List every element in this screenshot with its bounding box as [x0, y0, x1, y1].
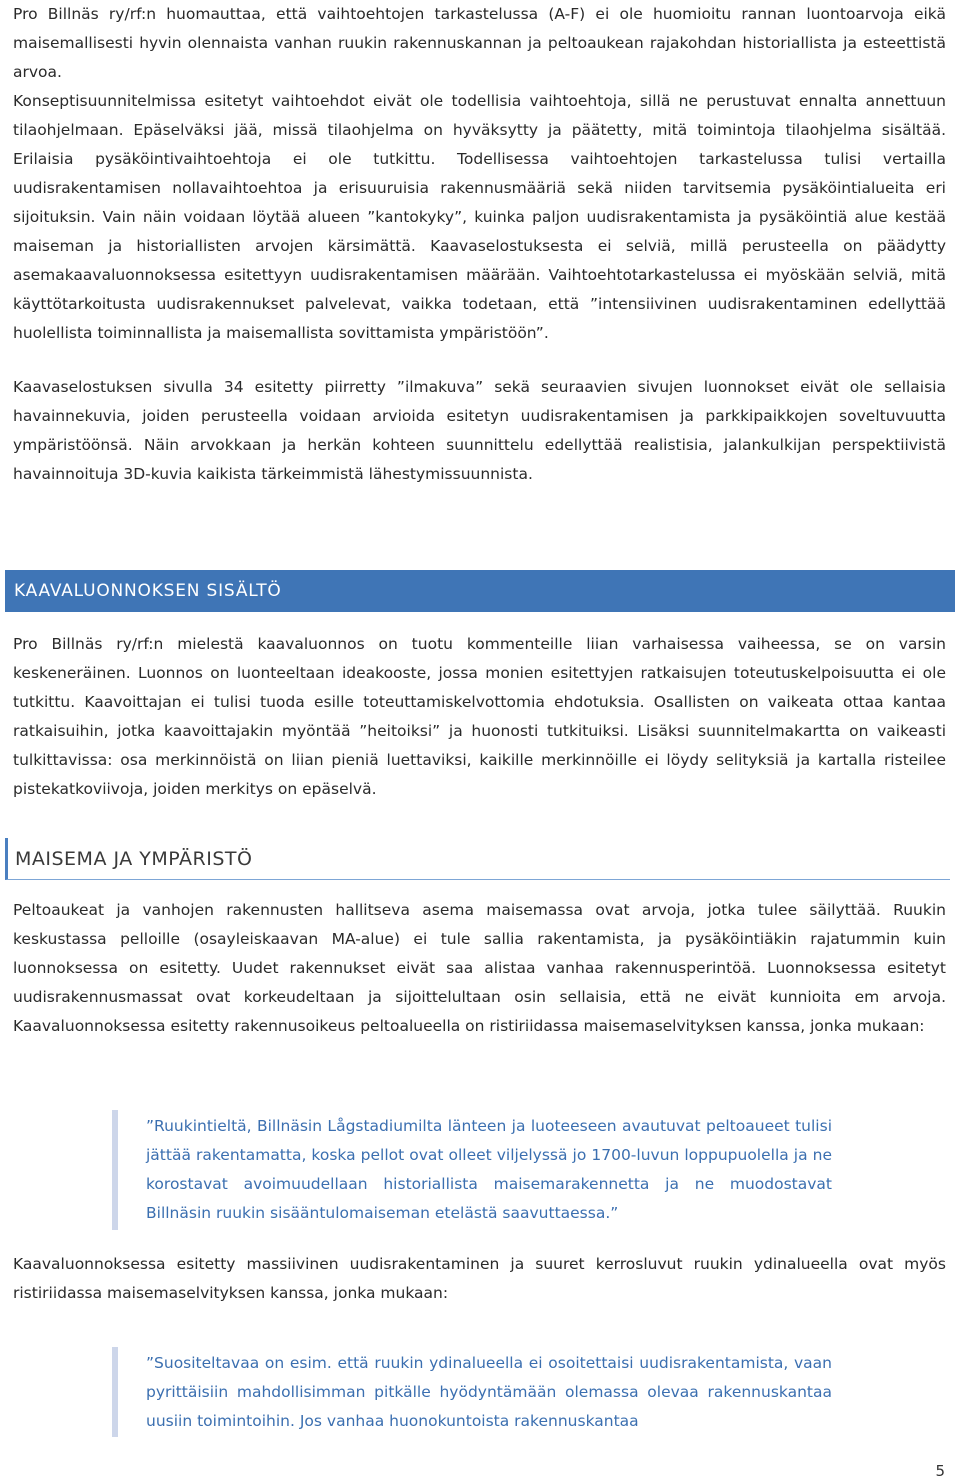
blockquote-fields: ”Ruukintieltä, Billnäsin Lågstadiumilta länteen ja luoteeseen avautuvat peltoaueet tulisi jättää rakentamatta, koska pellot ovat olleet viljelyssä jo 1700-luvun loppupuolella ja ne korostavat avoimuudellaan historiallista maisemarakennetta ja ne muodostavat Billnäsin ruukin sisääntulomaiseman etelästä saavuttaessa.” [112, 1110, 832, 1230]
paragraph-concept-plans: Konseptisuunnitelmissa esitetyt vaihtoehdot eivät ole todellisia vaihtoehtoja, sillä ne perustuvat ennalta annettuun tilaohjelmaan. Epäselväksi jää, missä tilaohjelma on hyväksytty ja päätetty, mitä toimintoja tilaohjelma sisältää. Erilaisia pysäköintivaihtoehtoja ei ole tutkittu. Todellisessa vaihtoehtojen tarkastelussa tulisi vertailla uudisrakentamisen nollavaihtoehtoa ja erisuuruisia rakennusmääriä sekä niiden tarvitsemia pysäköintialueita eri sijoituksin. Vain näin voidaan löytää alueen ”kantokyky”, kuinka paljon uudisrakentamista ja pysäköintiä alue kestää maiseman ja historiallisten arvojen kärsimättä. Kaavaselostuksesta ei selviä, millä perusteella on päädytty asemakaavaluonnoksessa esitettyyn uudisrakentamisen määrään. Vaihtoehtotarkastelussa ei myöskään selviä, mitä käyttötarkoitusta uudisrakennukset palvelevat, vaikka todetaan, että ”intensiivinen uudisrakentaminen edellyttää huolellista toiminnallista ja maisemallista sovittamista ympäristöön”. [13, 92, 946, 342]
blockquote-core-area: ”Suositeltavaa on esim. että ruukin ydinalueella ei osoitettaisi uudisrakentamista, vaan pyrittäisiin mahdollisimman pitkälle hyödyntämään olemassa olevaa rakennuskantaa uusiin toimintoihin. Jos vanhaa huonokuntoista rakennuskantaa [112, 1347, 832, 1437]
page-number: 5 [935, 1462, 945, 1480]
section-heading-plan-content: KAAVALUONNOKSEN SISÄLTÖ [5, 570, 955, 612]
section-heading-landscape: MAISEMA JA YMPÄRISTÖ [5, 838, 950, 880]
paragraph-riverbank-values: Pro Billnäs ry/rf:n huomauttaa, että vaihtoehtojen tarkastelussa (A-F) ei ole huomioitu rannan luontoarvoja eikä maisemallisesti hyvin olennaista vanhan ruukin rakennuskannan ja peltoaukean rajakohdan historiallista ja esteettistä arvoa. [13, 5, 946, 81]
paragraph-landscape: Peltoaukeat ja vanhojen rakennusten hallitseva asema maisemassa ovat arvoja, jotka tulee säilyttää. Ruukin keskustassa pelloille (osayleiskaavan MA-alue) ei tule sallia rakentamista, ja pysäköintiäkin rajatummin kuin luonnoksessa on esitetty. Uudet rakennukset eivät saa alistaa vanhaa rakennusperintöä. Luonnoksessa esitetyt uudisrakennusmassat ovat korkeudeltaan ja sijoittelultaan osin sellaisia, että ne eivät kunnioita em arvoja. Kaavaluonnoksessa esitetty rakennusoikeus peltoalueella on ristiriidassa maisemaselvityksen kanssa, jonka mukaan: [13, 901, 946, 1035]
paragraph-plan-content: Pro Billnäs ry/rf:n mielestä kaavaluonnos on tuotu kommenteille liian varhaisessa vaiheessa, se on varsin keskeneräinen. Luonnos on luonteeltaan ideakooste, jossa monien esitettyjen ratkaisujen toteutuskelpoisuutta ei ole tutkittu. Kaavoittajan ei tulisi tuoda esille toteuttamiskelvottomia ehdotuksia. Osallisten on vaikeata ottaa kantaa ratkaisuihin, jotka kaavoittajakin myöntää ”heitoiksi” ja huonosti tutkituiksi. Lisäksi suunnitelmakartta on vaikeasti tulkittavissa: osa merkinnöistä on liian pieniä luettaviksi, kaikille merkinnöille ei löydy selityksiä ja kartalla risteilee pistekatkoviivoja, joiden merkitys on epäselvä. [13, 635, 946, 798]
paragraph-illustrations: Kaavaselostuksen sivulla 34 esitetty piirretty ”ilmakuva” sekä seuraavien sivujen luonnokset eivät ole sellaisia havainnekuvia, joiden perusteella voidaan arvioida esitetyn uudisrakentamisen ja parkkipaikkojen soveltuvuutta ympäristöönsä. Näin arvokkaan ja herkän kohteen suunnittelu edellyttää realistisia, jalankulkijan perspektiivistä havainnoituja 3D-kuvia kaikista tärkeimmistä lähestymissuunnista. [13, 378, 946, 483]
paragraph-core-area: Kaavaluonnoksessa esitetty massiivinen uudisrakentaminen ja suuret kerrosluvut ruukin ydinalueella ovat myös ristiriidassa maisemaselvityksen kanssa, jonka mukaan: [13, 1255, 946, 1302]
